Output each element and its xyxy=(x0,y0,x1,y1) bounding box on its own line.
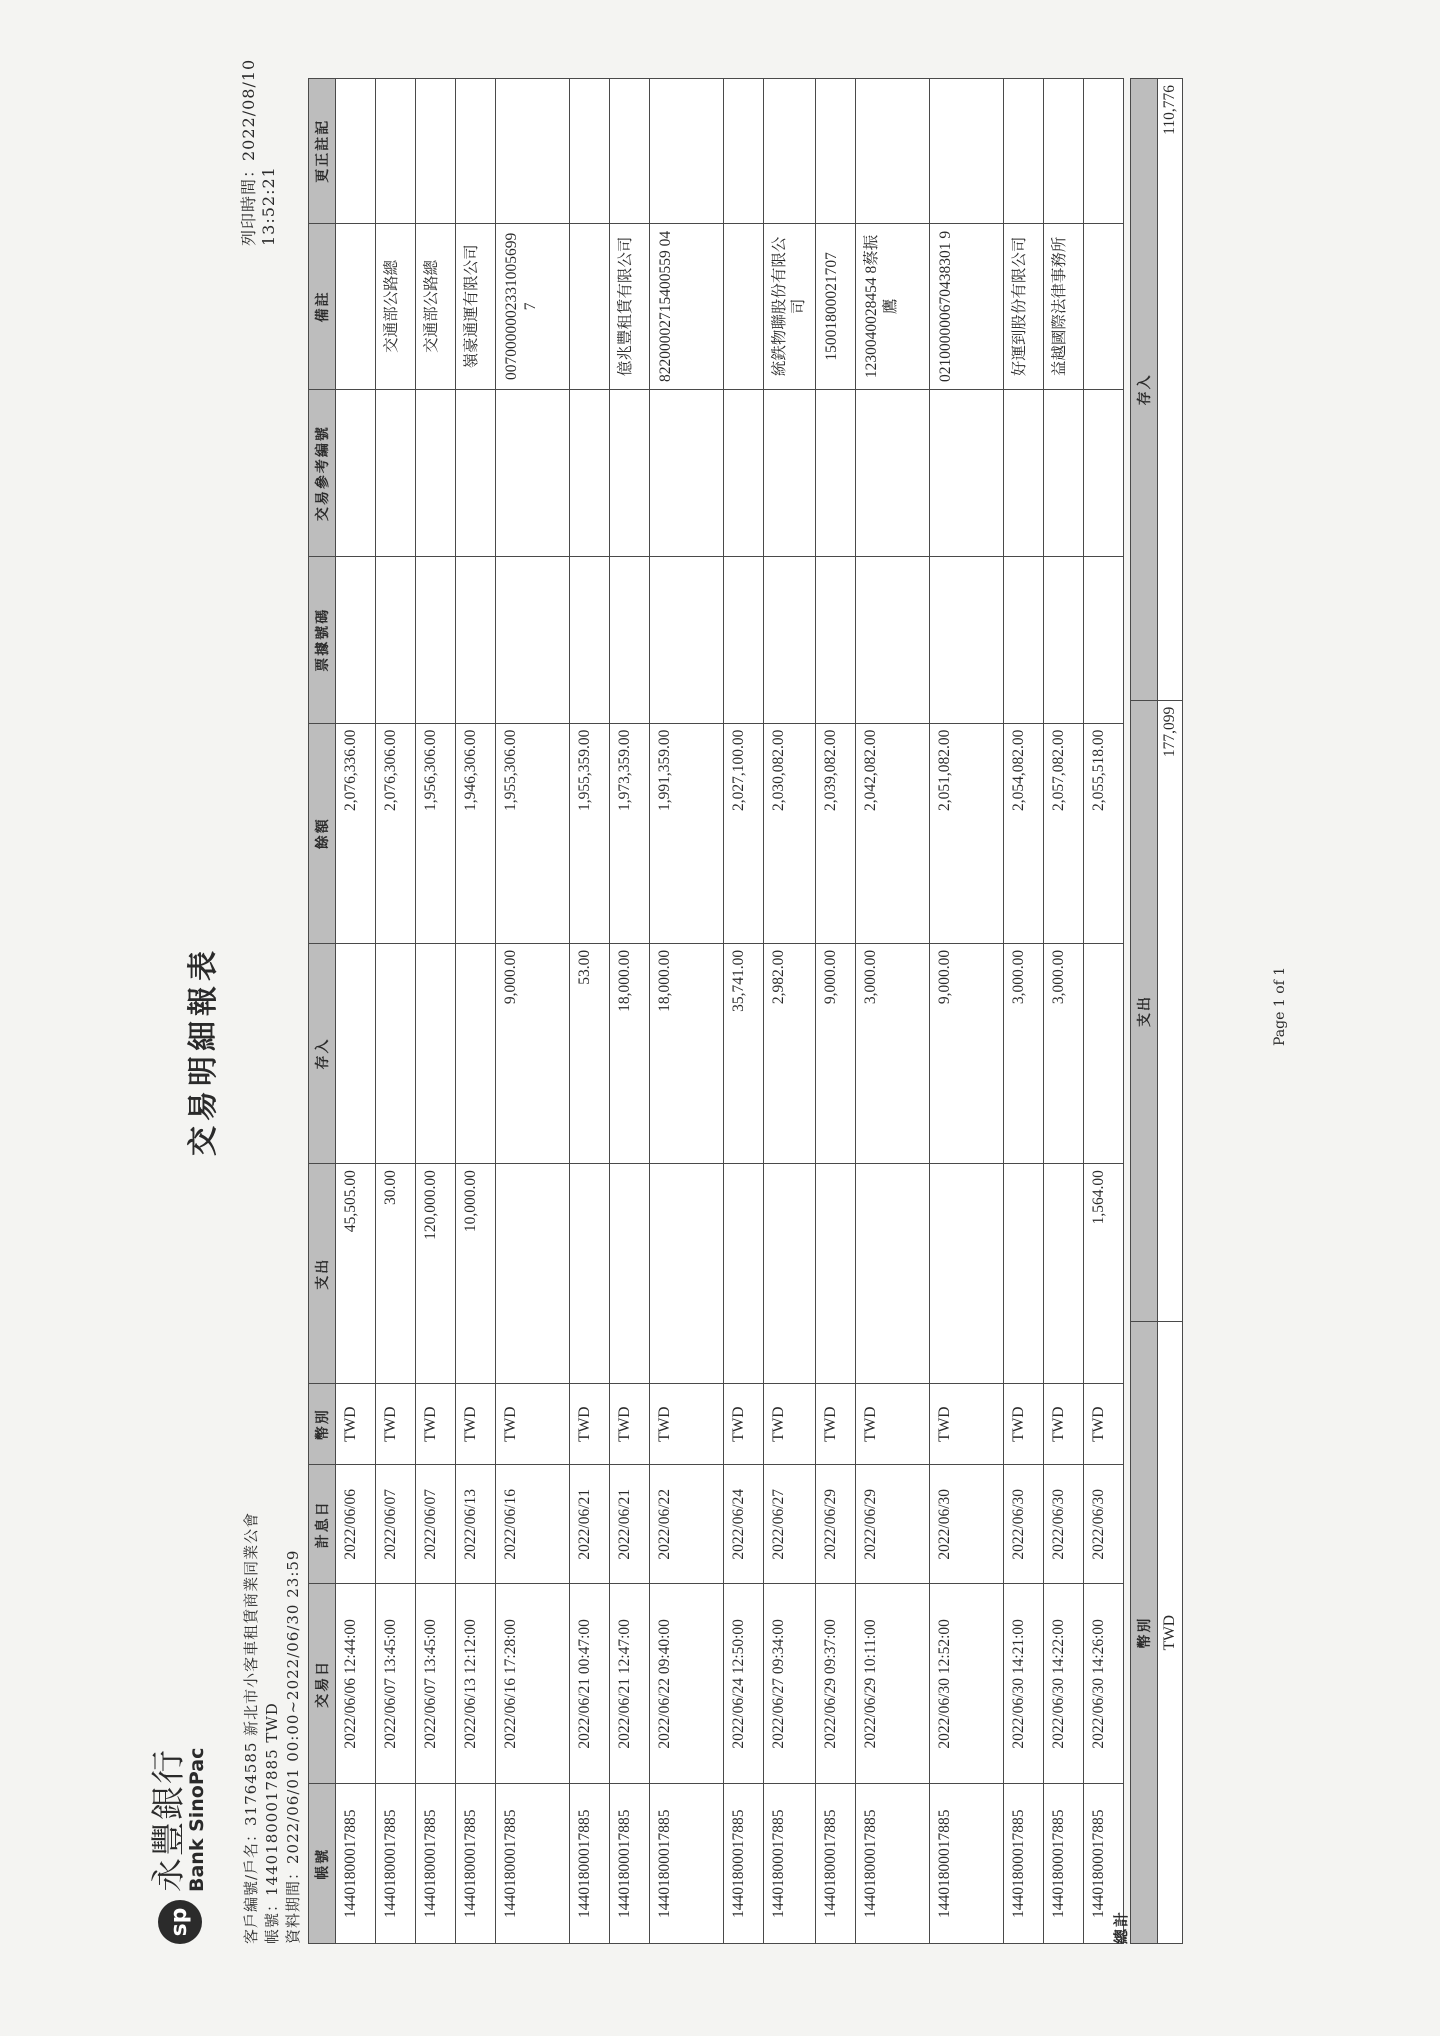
cell-credit: 35,741.00 xyxy=(724,943,764,1163)
summary-col-currency: 幣別 xyxy=(1131,1322,1158,1944)
cell-value-date: 2022/06/22 xyxy=(650,1465,724,1584)
cell-txn-date: 2022/06/16 17:28:00 xyxy=(496,1584,570,1784)
cell-correction xyxy=(815,79,855,224)
cell-account: 14401800017885 xyxy=(1083,1784,1123,1944)
summary-label: 總計 xyxy=(1112,1909,1130,1944)
cell-account: 14401800017885 xyxy=(1043,1784,1083,1944)
cell-correction xyxy=(570,79,610,224)
cell-memo: 15001800021707 xyxy=(815,223,855,390)
cell-txn-date: 2022/06/22 09:40:00 xyxy=(650,1584,724,1784)
cell-correction xyxy=(610,79,650,224)
cell-ref xyxy=(650,390,724,557)
cell-cheque xyxy=(376,556,416,723)
cell-cheque xyxy=(929,556,1003,723)
cell-correction xyxy=(650,79,724,224)
summary-col-credit: 存入 xyxy=(1131,79,1158,701)
cell-txn-date: 2022/06/30 14:21:00 xyxy=(1003,1584,1043,1784)
cell-account: 14401800017885 xyxy=(610,1784,650,1944)
summary-header-row xyxy=(1131,79,1158,1944)
cell-value-date: 2022/06/30 xyxy=(1043,1465,1083,1584)
cell-txn-date: 2022/06/07 13:45:00 xyxy=(416,1584,456,1784)
cell-balance: 2,076,336.00 xyxy=(336,723,376,943)
table-row xyxy=(650,79,724,1944)
cell-ref xyxy=(929,390,1003,557)
cell-cheque xyxy=(724,556,764,723)
cell-debit xyxy=(1003,1164,1043,1384)
cell-cheque xyxy=(610,556,650,723)
cell-credit: 18,000.00 xyxy=(650,943,724,1163)
cell-balance: 2,057,082.00 xyxy=(1043,723,1083,943)
cell-currency: TWD xyxy=(1043,1384,1083,1465)
cell-currency: TWD xyxy=(929,1384,1003,1465)
cell-value-date: 2022/06/24 xyxy=(724,1465,764,1584)
cell-debit xyxy=(724,1164,764,1384)
cell-currency: TWD xyxy=(764,1384,816,1465)
cell-balance: 1,956,306.00 xyxy=(416,723,456,943)
summary-debit: 177,099 xyxy=(1158,700,1183,1322)
bank-logo xyxy=(149,1747,208,1944)
cell-account: 14401800017885 xyxy=(336,1784,376,1944)
cell-currency: TWD xyxy=(336,1384,376,1465)
cell-account: 14401800017885 xyxy=(376,1784,416,1944)
summary-credit: 110,776 xyxy=(1158,79,1183,701)
cell-correction xyxy=(456,79,496,224)
cell-debit xyxy=(855,1164,929,1384)
table-row xyxy=(456,79,496,1944)
cell-account: 14401800017885 xyxy=(855,1784,929,1944)
cell-debit xyxy=(610,1164,650,1384)
cell-memo: 統鉄物聯股份有限公司 xyxy=(764,223,816,390)
cell-memo xyxy=(724,223,764,390)
cell-cheque xyxy=(855,556,929,723)
cell-value-date: 2022/06/30 xyxy=(1083,1465,1123,1584)
cell-ref xyxy=(496,390,570,557)
cell-value-date: 2022/06/29 xyxy=(815,1465,855,1584)
cell-debit: 10,000.00 xyxy=(456,1164,496,1384)
cell-currency: TWD xyxy=(570,1384,610,1465)
table-row xyxy=(1003,79,1043,1944)
table-row xyxy=(336,79,376,1944)
cell-credit xyxy=(456,943,496,1163)
cell-balance: 1,973,359.00 xyxy=(610,723,650,943)
col-currency: 幣別 xyxy=(309,1384,336,1465)
cell-currency: TWD xyxy=(456,1384,496,1465)
table-row xyxy=(1043,79,1083,1944)
cell-credit: 2,982.00 xyxy=(764,943,816,1163)
cell-memo xyxy=(570,223,610,390)
cell-value-date: 2022/06/16 xyxy=(496,1465,570,1584)
cell-account: 14401800017885 xyxy=(650,1784,724,1944)
cell-txn-date: 2022/06/27 09:34:00 xyxy=(764,1584,816,1784)
cell-ref xyxy=(855,390,929,557)
cell-account: 14401800017885 xyxy=(416,1784,456,1944)
cell-memo xyxy=(1083,223,1123,390)
summary-col-debit: 支出 xyxy=(1131,700,1158,1322)
cell-currency: TWD xyxy=(610,1384,650,1465)
cell-account: 14401800017885 xyxy=(456,1784,496,1944)
cell-correction xyxy=(1043,79,1083,224)
cell-balance: 2,055,518.00 xyxy=(1083,723,1123,943)
cell-debit: 30.00 xyxy=(376,1164,416,1384)
cell-account: 14401800017885 xyxy=(496,1784,570,1944)
cell-ref xyxy=(610,390,650,557)
cell-account: 14401800017885 xyxy=(815,1784,855,1944)
cell-debit xyxy=(496,1164,570,1384)
cell-credit: 9,000.00 xyxy=(929,943,1003,1163)
table-row xyxy=(855,79,929,1944)
page-number: Page 1 of 1 xyxy=(1272,966,1288,1046)
cell-memo: 1230040028454 8蔡振鷹 xyxy=(855,223,929,390)
cell-correction xyxy=(855,79,929,224)
cell-balance: 2,042,082.00 xyxy=(855,723,929,943)
cell-debit: 45,505.00 xyxy=(336,1164,376,1384)
cell-credit: 3,000.00 xyxy=(1043,943,1083,1163)
cell-cheque xyxy=(1003,556,1043,723)
cell-memo: 嶺豪通運有限公司 xyxy=(456,223,496,390)
cell-txn-date: 2022/06/21 00:47:00 xyxy=(570,1584,610,1784)
period-info: 資料期間：2022/06/01 00:00~2022/06/30 23:59 xyxy=(284,1549,302,1944)
cell-currency: TWD xyxy=(1083,1384,1123,1465)
cell-debit xyxy=(764,1164,816,1384)
col-txn-date: 交易日 xyxy=(309,1584,336,1784)
cell-memo xyxy=(336,223,376,390)
cell-credit xyxy=(1083,943,1123,1163)
col-cheque: 票據號碼 xyxy=(309,556,336,723)
cell-memo: 交通部公路總 xyxy=(376,223,416,390)
table-row xyxy=(764,79,816,1944)
cell-cheque xyxy=(416,556,456,723)
cell-memo: 交通部公路總 xyxy=(416,223,456,390)
cell-ref xyxy=(724,390,764,557)
cell-correction xyxy=(416,79,456,224)
cell-value-date: 2022/06/30 xyxy=(1003,1465,1043,1584)
cell-currency: TWD xyxy=(815,1384,855,1465)
cell-memo: 益越國際法律事務所 xyxy=(1043,223,1083,390)
cell-balance: 2,030,082.00 xyxy=(764,723,816,943)
cell-ref xyxy=(376,390,416,557)
cell-cheque xyxy=(336,556,376,723)
col-account: 帳號 xyxy=(309,1784,336,1944)
cell-memo: 00700000023310056997 xyxy=(496,223,570,390)
cell-txn-date: 2022/06/07 13:45:00 xyxy=(376,1584,416,1784)
cell-value-date: 2022/06/30 xyxy=(929,1465,1003,1584)
cell-txn-date: 2022/06/29 10:11:00 xyxy=(855,1584,929,1784)
cell-debit xyxy=(1043,1164,1083,1384)
cell-currency: TWD xyxy=(496,1384,570,1465)
cell-txn-date: 2022/06/30 12:52:00 xyxy=(929,1584,1003,1784)
account-info: 帳號：14401800017885 TWD xyxy=(263,1702,281,1944)
cell-currency: TWD xyxy=(855,1384,929,1465)
cell-balance: 1,955,359.00 xyxy=(570,723,610,943)
cell-balance: 1,991,359.00 xyxy=(650,723,724,943)
cell-balance: 1,955,306.00 xyxy=(496,723,570,943)
cell-credit: 53.00 xyxy=(570,943,610,1163)
table-row xyxy=(610,79,650,1944)
bank-logo-icon: sp xyxy=(158,1900,202,1944)
cell-currency: TWD xyxy=(650,1384,724,1465)
col-ref: 交易參考編號 xyxy=(309,390,336,557)
cell-cheque xyxy=(1043,556,1083,723)
cell-txn-date: 2022/06/29 09:37:00 xyxy=(815,1584,855,1784)
cell-cheque xyxy=(456,556,496,723)
cell-value-date: 2022/06/07 xyxy=(416,1465,456,1584)
cell-balance: 1,946,306.00 xyxy=(456,723,496,943)
table-row xyxy=(570,79,610,1944)
cell-credit: 18,000.00 xyxy=(610,943,650,1163)
cell-memo: 億兆豐租賃有限公司 xyxy=(610,223,650,390)
cell-value-date: 2022/06/21 xyxy=(570,1465,610,1584)
cell-cheque xyxy=(764,556,816,723)
cell-balance: 2,051,082.00 xyxy=(929,723,1003,943)
bank-name-zh: 永豐銀行 xyxy=(149,1748,189,1892)
cell-debit: 120,000.00 xyxy=(416,1164,456,1384)
col-credit: 存入 xyxy=(309,943,336,1163)
cell-memo: 好運到股份有限公司 xyxy=(1003,223,1043,390)
cell-debit xyxy=(929,1164,1003,1384)
cell-correction xyxy=(1003,79,1043,224)
table-header-row xyxy=(309,79,336,1944)
cell-value-date: 2022/06/21 xyxy=(610,1465,650,1584)
cell-balance: 2,027,100.00 xyxy=(724,723,764,943)
cell-cheque xyxy=(815,556,855,723)
cell-debit xyxy=(815,1164,855,1384)
table-row xyxy=(1083,79,1123,1944)
cell-value-date: 2022/06/13 xyxy=(456,1465,496,1584)
cell-debit: 1,564.00 xyxy=(1083,1164,1123,1384)
cell-txn-date: 2022/06/30 14:22:00 xyxy=(1043,1584,1083,1784)
table-row xyxy=(724,79,764,1944)
cell-account: 14401800017885 xyxy=(570,1784,610,1944)
cell-correction xyxy=(929,79,1003,224)
cell-txn-date: 2022/06/30 14:26:00 xyxy=(1083,1584,1123,1784)
col-debit: 支出 xyxy=(309,1164,336,1384)
summary-table xyxy=(1130,78,1183,1944)
cell-cheque xyxy=(650,556,724,723)
summary-row xyxy=(1158,79,1183,1944)
cell-ref xyxy=(1043,390,1083,557)
cell-credit: 9,000.00 xyxy=(496,943,570,1163)
cell-credit: 3,000.00 xyxy=(1003,943,1043,1163)
print-time: 列印時間：2022/08/10 13:52:21 xyxy=(239,58,278,246)
cell-cheque xyxy=(570,556,610,723)
cell-ref xyxy=(570,390,610,557)
col-memo: 備註 xyxy=(309,223,336,390)
cell-credit: 9,000.00 xyxy=(815,943,855,1163)
cell-ref xyxy=(456,390,496,557)
cell-ref xyxy=(764,390,816,557)
cell-value-date: 2022/06/07 xyxy=(376,1465,416,1584)
cell-balance: 2,039,082.00 xyxy=(815,723,855,943)
cell-value-date: 2022/06/29 xyxy=(855,1465,929,1584)
cell-currency: TWD xyxy=(416,1384,456,1465)
customer-info: 客戶編號/戶名：31764585 新北市小客車租賃商業同業公會 xyxy=(242,1511,260,1944)
cell-currency: TWD xyxy=(1003,1384,1043,1465)
cell-ref xyxy=(336,390,376,557)
cell-txn-date: 2022/06/13 12:12:00 xyxy=(456,1584,496,1784)
cell-txn-date: 2022/06/21 12:47:00 xyxy=(610,1584,650,1784)
cell-memo: 82200002715400559 04 xyxy=(650,223,724,390)
cell-account: 14401800017885 xyxy=(724,1784,764,1944)
cell-value-date: 2022/06/27 xyxy=(764,1465,816,1584)
cell-balance: 2,054,082.00 xyxy=(1003,723,1043,943)
table-row xyxy=(496,79,570,1944)
cell-correction xyxy=(764,79,816,224)
cell-ref xyxy=(815,390,855,557)
cell-debit xyxy=(570,1164,610,1384)
cell-ref xyxy=(1003,390,1043,557)
cell-account: 14401800017885 xyxy=(929,1784,1003,1944)
cell-correction xyxy=(336,79,376,224)
cell-debit xyxy=(650,1164,724,1384)
cell-credit xyxy=(416,943,456,1163)
table-row xyxy=(376,79,416,1944)
cell-account: 14401800017885 xyxy=(764,1784,816,1944)
cell-credit: 3,000.00 xyxy=(855,943,929,1163)
cell-txn-date: 2022/06/24 12:50:00 xyxy=(724,1584,764,1784)
cell-correction xyxy=(496,79,570,224)
cell-correction xyxy=(724,79,764,224)
table-row xyxy=(929,79,1003,1944)
cell-txn-date: 2022/06/06 12:44:00 xyxy=(336,1584,376,1784)
col-correction: 更正註記 xyxy=(309,79,336,224)
cell-memo: 021000000670438301 9 xyxy=(929,223,1003,390)
table-row xyxy=(416,79,456,1944)
cell-cheque xyxy=(496,556,570,723)
cell-correction xyxy=(376,79,416,224)
transactions-table xyxy=(308,78,1124,1944)
cell-correction xyxy=(1083,79,1123,224)
cell-cheque xyxy=(1083,556,1123,723)
col-value-date: 計息日 xyxy=(309,1465,336,1584)
summary-currency: TWD xyxy=(1158,1322,1183,1944)
col-balance: 餘額 xyxy=(309,723,336,943)
cell-credit xyxy=(336,943,376,1163)
cell-ref xyxy=(416,390,456,557)
cell-account: 14401800017885 xyxy=(1003,1784,1043,1944)
cell-currency: TWD xyxy=(376,1384,416,1465)
table-row xyxy=(815,79,855,1944)
report-title: 交易明細報表 xyxy=(186,946,221,1156)
cell-credit xyxy=(376,943,416,1163)
cell-balance: 2,076,306.00 xyxy=(376,723,416,943)
cell-value-date: 2022/06/06 xyxy=(336,1465,376,1584)
cell-ref xyxy=(1083,390,1123,557)
bank-name-en: Bank SinoPac xyxy=(186,1747,208,1892)
cell-currency: TWD xyxy=(724,1384,764,1465)
